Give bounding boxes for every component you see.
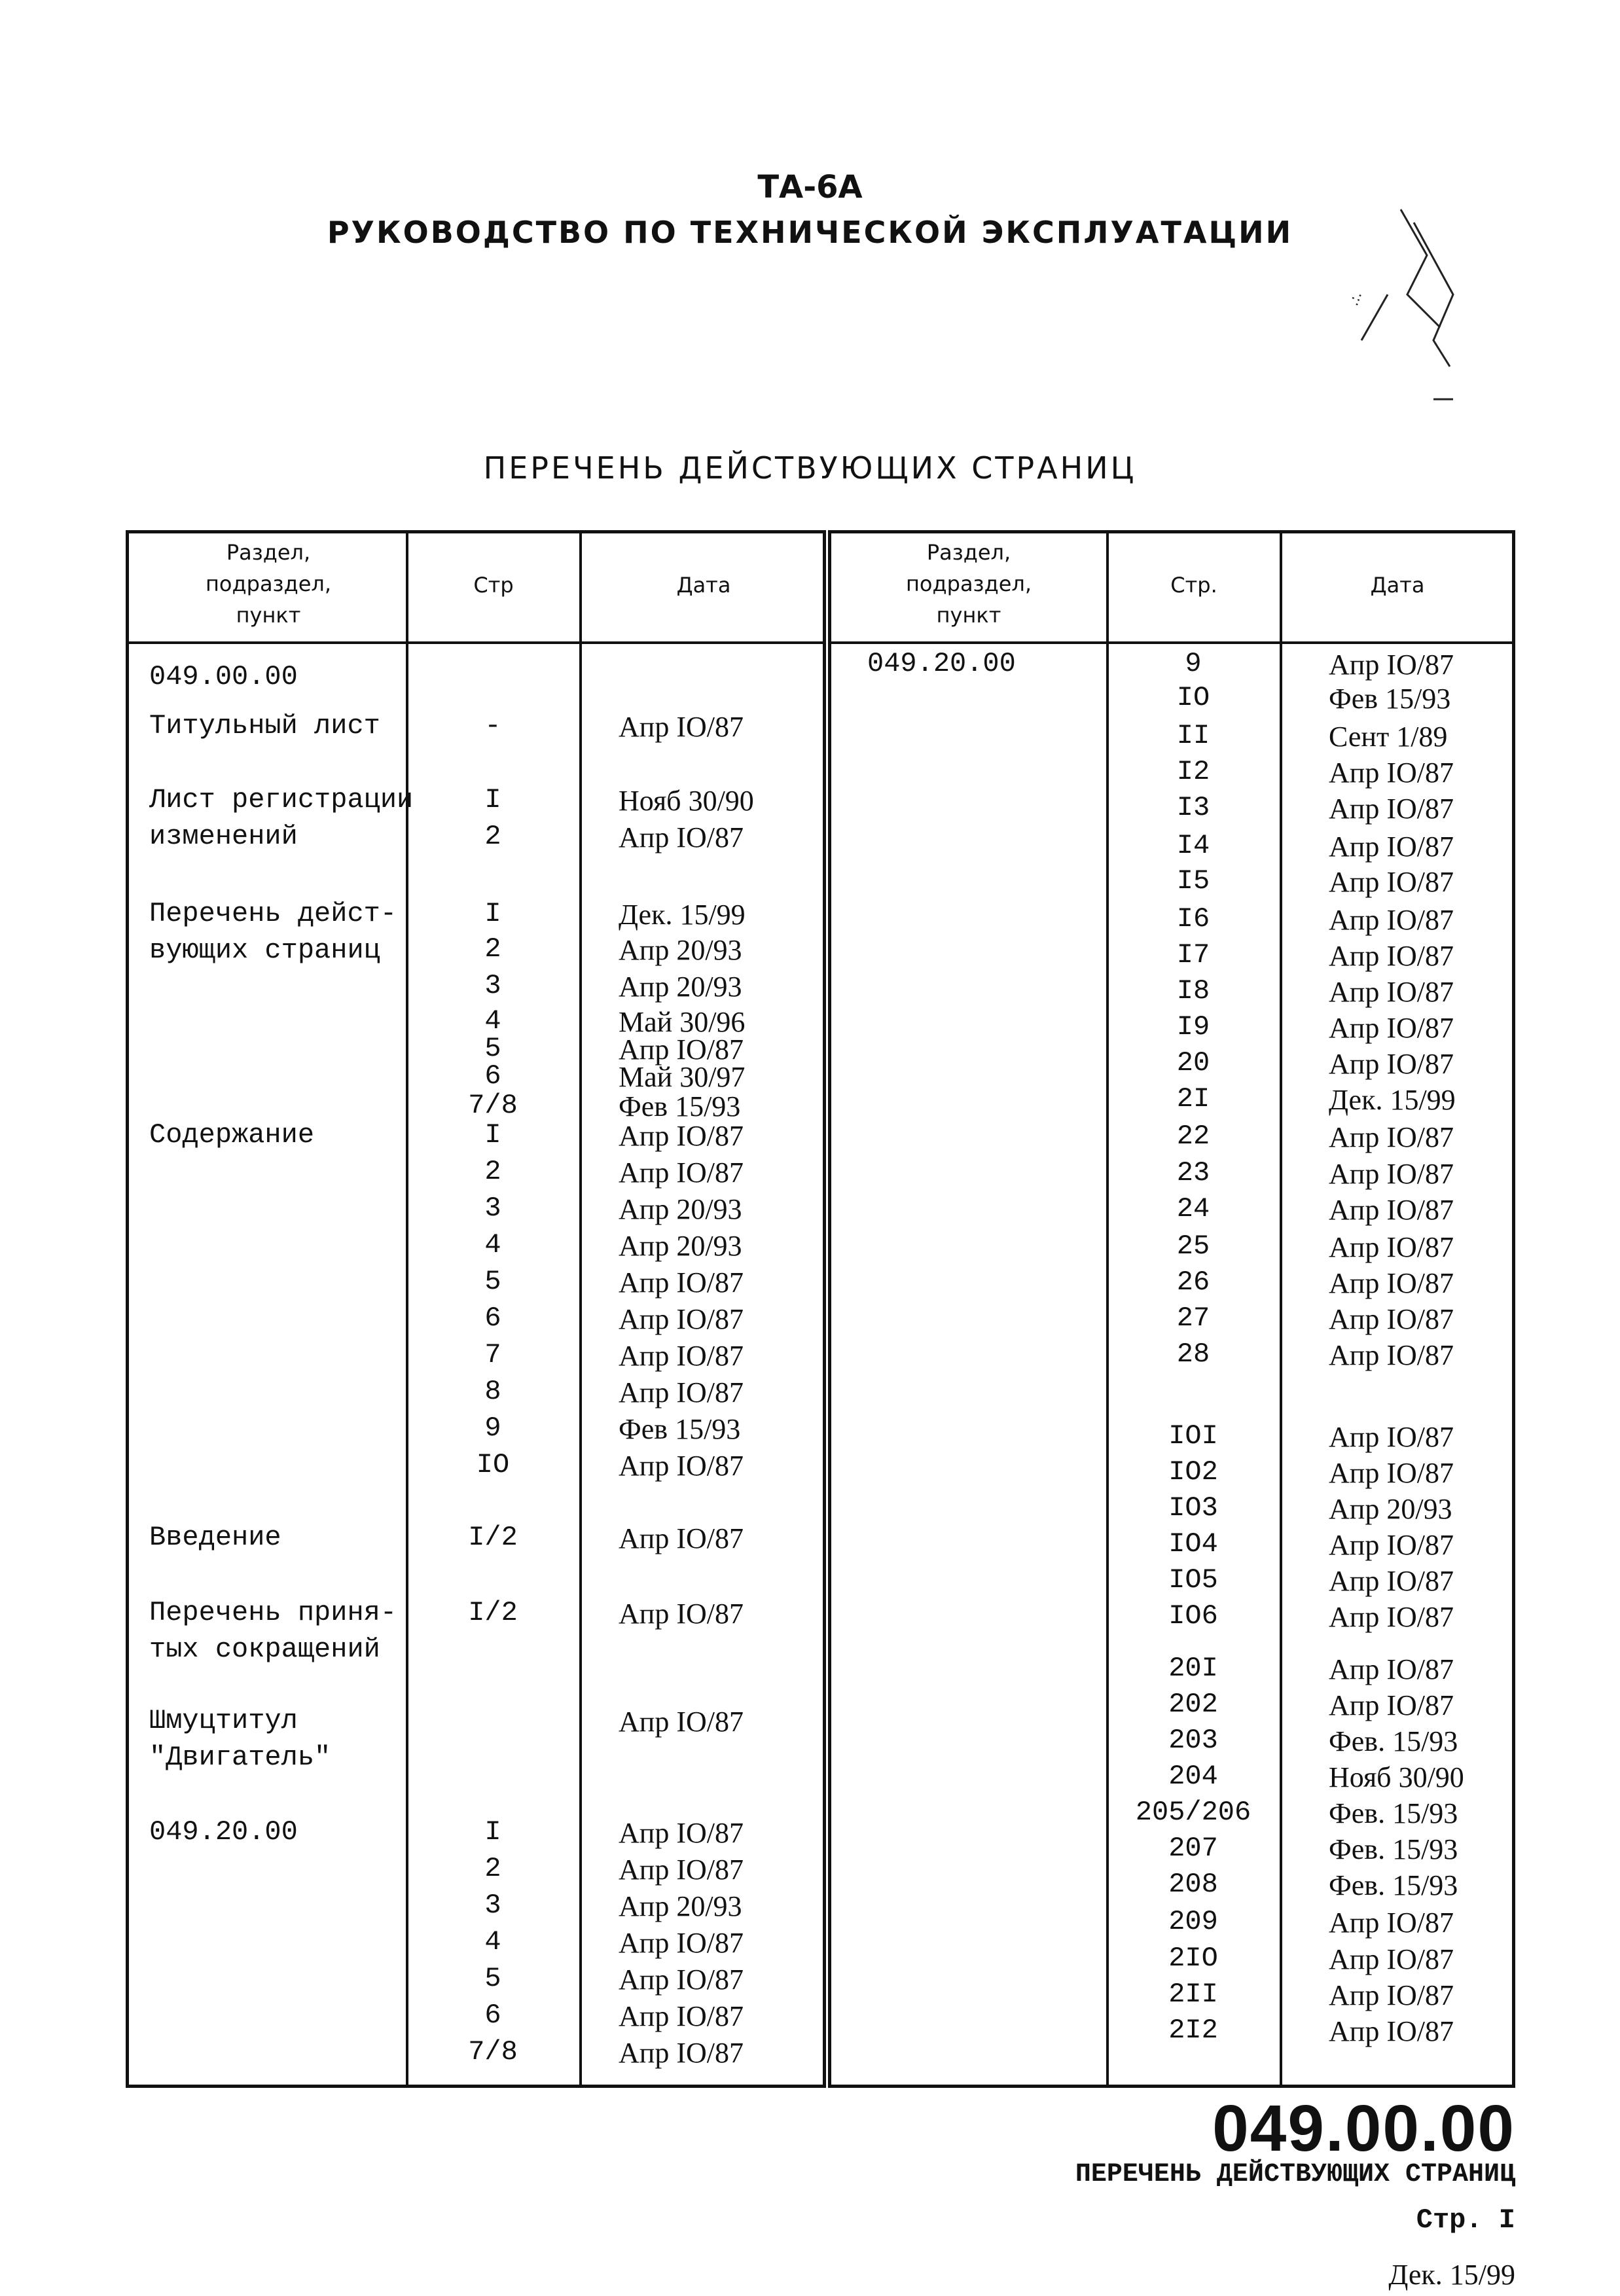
left-date: Апр IO/87 [619, 1522, 744, 1554]
right-date: Апр IO/87 [1329, 1653, 1454, 1685]
left-date: Апр IO/87 [619, 1817, 744, 1849]
left-date: Май 30/96 [619, 1006, 746, 1038]
left-page-number: 3 [484, 1890, 501, 1921]
left-date: Апр 20/93 [619, 1230, 742, 1262]
right-date: Апр IO/87 [1329, 793, 1454, 825]
right-date: Фев. 15/93 [1329, 1833, 1458, 1865]
left-col-divider-1 [406, 531, 408, 2087]
left-date: Апр IO/87 [619, 2000, 744, 2032]
right-page-number: 203 [1168, 1725, 1218, 1756]
right-date: Апр IO/87 [1329, 1194, 1454, 1226]
left-date: Апр IO/87 [619, 1376, 744, 1408]
right-date: Апр IO/87 [1329, 649, 1454, 681]
right-page-number: II [1176, 720, 1210, 751]
right-header-date: Дата [1370, 573, 1425, 598]
left-date: Апр IO/87 [619, 1706, 744, 1738]
right-page-number: I9 [1176, 1011, 1210, 1043]
right-page-number: I8 [1176, 975, 1210, 1007]
left-page-number: 6 [484, 2000, 501, 2031]
left-date: Апр 20/93 [619, 971, 742, 1003]
right-date: Апр IO/87 [1329, 1979, 1454, 2011]
left-page-number: 4 [484, 1005, 501, 1037]
left-header-section: Раздел, подраздел, пункт [206, 540, 331, 628]
right-page-number: I6 [1176, 903, 1210, 935]
right-date: Апр IO/87 [1329, 831, 1454, 863]
left-section-label: вующих страниц [149, 935, 380, 966]
right-date: Апр IO/87 [1329, 1303, 1454, 1335]
right-date: Апр 20/93 [1329, 1493, 1452, 1525]
left-page-number: I/2 [468, 1522, 518, 1553]
left-page-number: 6 [484, 1060, 501, 1092]
svg-text:.:.: .:. [1345, 289, 1366, 308]
left-page-number: 2 [484, 933, 501, 965]
left-date: Апр IO/87 [619, 1927, 744, 1959]
right-date: Апр IO/87 [1329, 904, 1454, 936]
right-header-section: Раздел, подраздел, пункт [906, 540, 1032, 628]
right-page-number: I5 [1176, 865, 1210, 897]
left-page-number: I [484, 1816, 501, 1848]
right-page-number: I4 [1176, 830, 1210, 861]
right-date: Апр IO/87 [1329, 1158, 1454, 1190]
right-page-number: 20 [1176, 1047, 1210, 1079]
right-date: Апр IO/87 [1329, 866, 1454, 898]
right-page-number: 20I [1168, 1653, 1218, 1684]
right-page-number: 28 [1176, 1338, 1210, 1370]
footer-title: ПЕРЕЧЕНЬ ДЕЙСТВУЮЩИХ СТРАНИЦ [1075, 2160, 1515, 2189]
left-header-divider [127, 641, 825, 644]
left-date: Апр IO/87 [619, 1964, 744, 1996]
left-section-label: изменений [149, 821, 298, 852]
right-page-number: 2I2 [1168, 2015, 1218, 2046]
page-title: ПЕРЕЧЕНЬ ДЕЙСТВУЮЩИХ СТРАНИЦ [483, 450, 1137, 486]
right-page-number: IO [1176, 682, 1210, 713]
left-date: Апр IO/87 [619, 1157, 744, 1189]
left-section-label: 049.20.00 [149, 1816, 298, 1848]
right-date: Фев. 15/93 [1329, 1869, 1458, 1901]
left-date: Фев 15/93 [619, 1090, 741, 1122]
left-section-label: Перечень дейст- [149, 898, 397, 929]
right-page-number: 202 [1168, 1689, 1218, 1720]
left-date: Апр 20/93 [619, 1890, 742, 1922]
left-date: Апр 20/93 [619, 1193, 742, 1225]
left-page-number: 3 [484, 1193, 501, 1224]
left-page-number: 7 [484, 1339, 501, 1371]
left-date: Апр IO/87 [619, 1033, 744, 1066]
left-date: Май 30/97 [619, 1061, 746, 1093]
left-page-number: 3 [484, 970, 501, 1001]
left-section-label: Лист регистрации [149, 784, 414, 816]
right-page-number: 25 [1176, 1230, 1210, 1262]
footer-code: 049.00.00 [1212, 2092, 1515, 2165]
left-section-label: 049.00.00 [149, 661, 298, 692]
left-page-number: I [484, 784, 501, 816]
right-date: Апр IO/87 [1329, 1121, 1454, 1153]
left-header-page: Стр [473, 573, 514, 598]
left-page-number: 5 [484, 1266, 501, 1297]
left-section-label: тых сокращений [149, 1634, 380, 1665]
right-page-number: I2 [1176, 756, 1210, 787]
manual-title: РУКОВОДСТВО ПО ТЕХНИЧЕСКОЙ ЭКСПЛУАТАЦИИ [327, 215, 1293, 250]
right-date: Апр IO/87 [1329, 1529, 1454, 1561]
right-date: Апр IO/87 [1329, 1267, 1454, 1299]
right-page-number: I3 [1176, 792, 1210, 823]
left-page-number: 7/8 [468, 2036, 518, 2068]
right-date: Апр IO/87 [1329, 940, 1454, 972]
right-page-number: 26 [1176, 1266, 1210, 1298]
left-page-number: 2 [484, 1853, 501, 1884]
right-col-divider-2 [1280, 531, 1282, 2087]
right-page-number: 24 [1176, 1193, 1210, 1225]
left-date: Фев 15/93 [619, 1413, 741, 1445]
aircraft-title: ТА-6А [757, 169, 863, 206]
left-page-number: I [484, 1119, 501, 1151]
right-page-number: 209 [1168, 1906, 1218, 1937]
right-page-number: IO4 [1168, 1528, 1218, 1560]
left-section-label: "Двигатель" [149, 1742, 331, 1773]
right-page-number: I7 [1176, 939, 1210, 971]
right-page-number: IOI [1168, 1420, 1218, 1452]
right-page-number: 9 [1185, 648, 1202, 679]
right-date: Апр IO/87 [1329, 757, 1454, 789]
left-page-number: 9 [484, 1412, 501, 1444]
right-page-number: IO6 [1168, 1600, 1218, 1632]
right-page-number: IO5 [1168, 1564, 1218, 1596]
left-date: Апр 20/93 [619, 934, 742, 966]
right-date: Фев. 15/93 [1329, 1725, 1458, 1757]
left-page-number: 4 [484, 1229, 501, 1261]
left-page-number: 2 [484, 821, 501, 852]
right-date: Апр IO/87 [1329, 1421, 1454, 1453]
right-date: Апр IO/87 [1329, 1565, 1454, 1597]
right-page-number: 207 [1168, 1833, 1218, 1864]
right-page-number: 2IO [1168, 1943, 1218, 1974]
left-page-number: 6 [484, 1302, 501, 1334]
right-date: Апр IO/87 [1329, 976, 1454, 1008]
right-header-divider [829, 641, 1514, 644]
right-section-label: 049.20.00 [867, 648, 1016, 679]
left-page-number: IO [476, 1449, 510, 1480]
right-page-number: 205/206 [1135, 1797, 1251, 1828]
left-page-number: I/2 [468, 1597, 518, 1628]
footer-date: Дек. 15/99 [1388, 2259, 1515, 2291]
left-page-number: 7/8 [468, 1090, 518, 1121]
left-page-number: 2 [484, 1156, 501, 1187]
right-date: Апр IO/87 [1329, 2015, 1454, 2047]
right-date: Апр IO/87 [1329, 1048, 1454, 1080]
left-date: Апр IO/87 [619, 1303, 744, 1335]
right-date: Апр IO/87 [1329, 1339, 1454, 1371]
right-date: Апр IO/87 [1329, 1907, 1454, 1939]
left-date: Апр IO/87 [619, 821, 744, 853]
left-section-label: Введение [149, 1522, 281, 1553]
right-page-number: 23 [1176, 1157, 1210, 1189]
right-page-number: IO2 [1168, 1456, 1218, 1488]
left-section-label: Титульный лист [149, 710, 380, 742]
left-date: Апр IO/87 [619, 1266, 744, 1299]
left-page-number: 5 [484, 1963, 501, 1994]
left-page-number: 5 [484, 1033, 501, 1064]
right-date: Апр IO/87 [1329, 1231, 1454, 1263]
right-date: Апр IO/87 [1329, 1943, 1454, 1975]
footer-page-number: Стр. I [1416, 2204, 1515, 2236]
left-date: Апр IO/87 [619, 711, 744, 743]
right-page-number: 27 [1176, 1302, 1210, 1334]
right-date: Дек. 15/99 [1329, 1084, 1456, 1116]
left-col-divider-2 [579, 531, 582, 2087]
left-section-label: Перечень приня- [149, 1597, 397, 1628]
right-page-number: 208 [1168, 1869, 1218, 1900]
left-page-number: 8 [484, 1376, 501, 1407]
right-col-divider-1 [1106, 531, 1109, 2087]
right-date: Фев. 15/93 [1329, 1797, 1458, 1829]
left-date: Нояб 30/90 [619, 785, 754, 817]
right-page-number: IO3 [1168, 1492, 1218, 1524]
right-date: Апр IO/87 [1329, 1601, 1454, 1633]
right-page-number: 22 [1176, 1121, 1210, 1152]
right-page-number: 2I [1176, 1083, 1210, 1115]
left-date: Апр IO/87 [619, 1854, 744, 1886]
left-page-number: 4 [484, 1926, 501, 1958]
left-section-label: Шмуцтитул [149, 1705, 298, 1736]
right-date: Нояб 30/90 [1329, 1761, 1464, 1793]
left-page-number: I [484, 898, 501, 929]
right-date: Сент 1/89 [1329, 721, 1448, 753]
left-date: Апр IO/87 [619, 1450, 744, 1482]
left-date: Апр IO/87 [619, 1598, 744, 1630]
left-page-number: - [484, 710, 501, 742]
right-date: Фев 15/93 [1329, 683, 1451, 715]
left-date: Апр IO/87 [619, 1120, 744, 1152]
left-date: Дек. 15/99 [619, 899, 746, 931]
right-date: Апр IO/87 [1329, 1457, 1454, 1489]
left-date: Апр IO/87 [619, 1340, 744, 1372]
right-date: Апр IO/87 [1329, 1689, 1454, 1721]
right-page-number: 2II [1168, 1979, 1218, 2010]
right-date: Апр IO/87 [1329, 1012, 1454, 1044]
right-page-number: 204 [1168, 1761, 1218, 1792]
left-section-label: Содержание [149, 1119, 315, 1151]
revision-stamp-mark [1335, 196, 1479, 412]
left-date: Апр IO/87 [619, 2037, 744, 2069]
right-header-page: Стр. [1170, 573, 1217, 598]
left-header-date: Дата [676, 573, 731, 598]
